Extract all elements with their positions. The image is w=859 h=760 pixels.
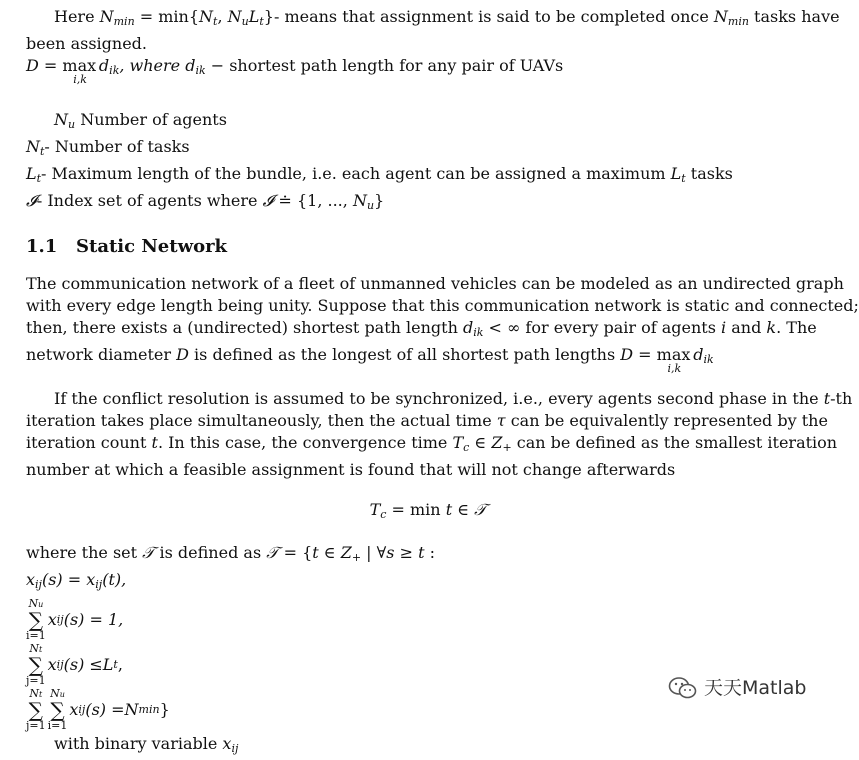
paragraph-2: If the conflict resolution is assumed to be synchronized, i.e., every agents second phase in the t-th iteration takes place simultaneously, then the actual time τ can be equivalently represented by the iteration count t. In this case, the convergence time $T_c$ ∈ $Z_+$ can be defined as the smallest iteration number at which a feasible assignment is found that will not change afterwards xyxy=(26,389,853,479)
watermark-text: 天天Matlab xyxy=(704,677,807,699)
watermark xyxy=(668,676,806,700)
paragraph-1: The communication network of a fleet of unmanned vehicles can be modeled as an undirected graph with every edge length being unity. Suppose that this communication network is static and connected; then, there exists a (undirected) shortest path length $d_{ik}$ < ∞ for every pair of agents i and k. The network diameter D is defined as the longest of all shortest path lengths $D = \max _{i,k}d_{ik}$ xyxy=(26,274,859,375)
intro-line-3: $D = \max _{i,k}d_{ik}$, where $d_{ik}$ − shortest path length for any pair of UAVs xyxy=(26,56,564,86)
paper-page xyxy=(26,6,859,760)
section-heading xyxy=(26,235,830,259)
constraint-3: Nt ∑ j=1 x ij (s) ≤ L t , xyxy=(26,642,123,687)
def-lt: $L_t-$ Maximum length of the bundle, i.e. each agent can be assigned a maximum $L_t$ tasks xyxy=(26,164,733,185)
def-index-set: 𝓘- Index set of agents where 𝓘 ≐ {1, ..., $N_u$} xyxy=(26,191,385,212)
intro-line-2: been assigned. xyxy=(26,34,147,53)
binary-variable-note: with binary variable $x_{ij}$ xyxy=(54,734,239,755)
constraint-2: Nu ∑ i=1 x ij (s) = 1, xyxy=(26,597,124,642)
intro-line-1: Here $N_{min} = \min\{N_t$, $N_uL_t\}-$ means that assignment is said to be completed once $N_{min}$ tasks have xyxy=(54,7,840,28)
convergence-equation: $T_c = \min t$ ∈ 𝒯 xyxy=(369,500,487,521)
constraint-1: $x_{ij}(s) = x_{ij}(t)$, xyxy=(26,570,127,591)
def-nt: $N_t-$ Number of tasks xyxy=(26,137,190,158)
section-number: 1.1 xyxy=(26,236,58,257)
def-nu: $N_u$ Number of agents xyxy=(54,110,227,131)
wechat-icon xyxy=(668,676,698,700)
set-definition: where the set 𝒯 is defined as 𝒯 = {t ∈ $Z_+$ | ∀s ≥ t : xyxy=(26,543,436,564)
section-title: Static Network xyxy=(76,236,228,257)
constraint-4: Nt ∑ j=1 Nu ∑ i=1 x ij (s) = N min } xyxy=(26,687,170,732)
